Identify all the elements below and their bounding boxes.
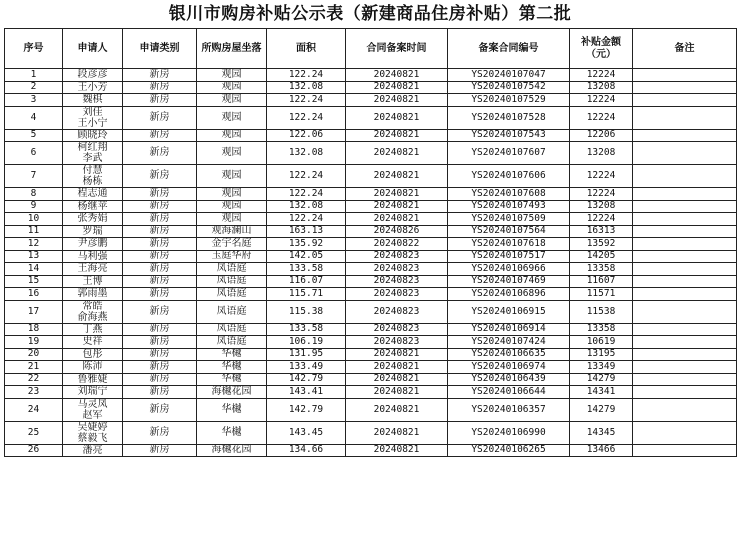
- table-row: [5, 142, 737, 165]
- cell-no: 20: [5, 348, 63, 361]
- cell-amount: 12224: [570, 188, 633, 201]
- table-row: [5, 165, 737, 188]
- cell-no: 22: [5, 373, 63, 386]
- cell-record-date: 20240821: [346, 69, 448, 82]
- cell-record-date: 20240821: [346, 386, 448, 399]
- cell-no: 7: [5, 165, 63, 188]
- header-amount: 补贴金额（元）: [570, 29, 633, 69]
- cell-note: [633, 129, 737, 142]
- table-row: [5, 188, 737, 201]
- cell-location: 观园: [197, 165, 267, 188]
- cell-category: 新房: [123, 444, 197, 457]
- cell-area: 115.71: [267, 288, 346, 301]
- cell-area: 115.38: [267, 300, 346, 323]
- cell-applicant: 马灵凤 赵军: [63, 398, 123, 421]
- cell-contract-no: YS20240106990: [448, 421, 570, 444]
- cell-record-date: 20240821: [346, 398, 448, 421]
- cell-record-date: 20240821: [346, 165, 448, 188]
- cell-amount: 12224: [570, 213, 633, 226]
- cell-contract-no: YS20240107517: [448, 250, 570, 263]
- table-header-row: [5, 29, 737, 69]
- cell-category: 新房: [123, 106, 197, 129]
- cell-note: [633, 250, 737, 263]
- cell-note: [633, 238, 737, 251]
- cell-note: [633, 188, 737, 201]
- cell-category: 新房: [123, 200, 197, 213]
- header-no: 序号: [5, 29, 63, 69]
- cell-amount: 14205: [570, 250, 633, 263]
- table-row: [5, 81, 737, 94]
- cell-location: 凤语庭: [197, 300, 267, 323]
- cell-record-date: 20240821: [346, 94, 448, 107]
- cell-record-date: 20240821: [346, 129, 448, 142]
- cell-contract-no: YS20240106974: [448, 361, 570, 374]
- cell-applicant: 鲁雅婕: [63, 373, 123, 386]
- cell-applicant: 史祥: [63, 336, 123, 349]
- table-row: [5, 398, 737, 421]
- cell-record-date: 20240823: [346, 300, 448, 323]
- table-row: [5, 200, 737, 213]
- cell-record-date: 20240823: [346, 250, 448, 263]
- cell-applicant: 顾晓玲: [63, 129, 123, 142]
- cell-note: [633, 398, 737, 421]
- cell-note: [633, 361, 737, 374]
- cell-record-date: 20240823: [346, 323, 448, 336]
- cell-amount: 13195: [570, 348, 633, 361]
- cell-note: [633, 69, 737, 82]
- cell-area: 122.24: [267, 94, 346, 107]
- cell-note: [633, 421, 737, 444]
- cell-location: 观园: [197, 200, 267, 213]
- cell-record-date: 20240821: [346, 200, 448, 213]
- cell-record-date: 20240821: [346, 106, 448, 129]
- cell-note: [633, 94, 737, 107]
- cell-category: 新房: [123, 238, 197, 251]
- cell-area: 122.24: [267, 165, 346, 188]
- cell-amount: 11538: [570, 300, 633, 323]
- cell-category: 新房: [123, 225, 197, 238]
- table-row: [5, 300, 737, 323]
- table-row: [5, 129, 737, 142]
- cell-category: 新房: [123, 81, 197, 94]
- cell-no: 18: [5, 323, 63, 336]
- cell-applicant: 段彦彦: [63, 69, 123, 82]
- cell-area: 132.08: [267, 200, 346, 213]
- cell-no: 19: [5, 336, 63, 349]
- table-row: [5, 373, 737, 386]
- cell-contract-no: YS20240107469: [448, 275, 570, 288]
- cell-record-date: 20240821: [346, 361, 448, 374]
- cell-category: 新房: [123, 386, 197, 399]
- cell-amount: 14345: [570, 421, 633, 444]
- cell-contract-no: YS20240107529: [448, 94, 570, 107]
- cell-record-date: 20240821: [346, 348, 448, 361]
- cell-contract-no: YS20240106439: [448, 373, 570, 386]
- header-area: 面积: [267, 29, 346, 69]
- cell-no: 25: [5, 421, 63, 444]
- cell-contract-no: YS20240106265: [448, 444, 570, 457]
- cell-area: 132.08: [267, 142, 346, 165]
- cell-no: 5: [5, 129, 63, 142]
- cell-amount: 12206: [570, 129, 633, 142]
- cell-category: 新房: [123, 373, 197, 386]
- cell-category: 新房: [123, 288, 197, 301]
- cell-note: [633, 336, 737, 349]
- cell-contract-no: YS20240107493: [448, 200, 570, 213]
- cell-area: 122.24: [267, 106, 346, 129]
- cell-area: 163.13: [267, 225, 346, 238]
- cell-no: 9: [5, 200, 63, 213]
- cell-contract-no: YS20240106644: [448, 386, 570, 399]
- table-row: [5, 250, 737, 263]
- cell-location: 观园: [197, 81, 267, 94]
- cell-area: 143.41: [267, 386, 346, 399]
- table-row: [5, 275, 737, 288]
- cell-record-date: 20240822: [346, 238, 448, 251]
- cell-note: [633, 263, 737, 276]
- header-applicant: 申请人: [63, 29, 123, 69]
- cell-note: [633, 373, 737, 386]
- cell-note: [633, 165, 737, 188]
- cell-amount: 10619: [570, 336, 633, 349]
- cell-contract-no: YS20240107607: [448, 142, 570, 165]
- cell-amount: 13592: [570, 238, 633, 251]
- cell-area: 142.79: [267, 373, 346, 386]
- table-row: [5, 213, 737, 226]
- cell-no: 14: [5, 263, 63, 276]
- cell-location: 凤语庭: [197, 336, 267, 349]
- header-record-date: 合同备案时间: [346, 29, 448, 69]
- cell-record-date: 20240821: [346, 142, 448, 165]
- cell-category: 新房: [123, 213, 197, 226]
- cell-no: 6: [5, 142, 63, 165]
- cell-record-date: 20240821: [346, 213, 448, 226]
- cell-applicant: 陈沛: [63, 361, 123, 374]
- cell-location: 华樾: [197, 361, 267, 374]
- cell-category: 新房: [123, 263, 197, 276]
- table-row: [5, 288, 737, 301]
- cell-area: 133.58: [267, 323, 346, 336]
- cell-category: 新房: [123, 421, 197, 444]
- cell-contract-no: YS20240106635: [448, 348, 570, 361]
- cell-contract-no: YS20240106914: [448, 323, 570, 336]
- cell-area: 122.24: [267, 188, 346, 201]
- cell-no: 13: [5, 250, 63, 263]
- cell-category: 新房: [123, 336, 197, 349]
- cell-amount: 12224: [570, 94, 633, 107]
- cell-location: 海樾花园: [197, 444, 267, 457]
- cell-record-date: 20240821: [346, 81, 448, 94]
- cell-contract-no: YS20240107543: [448, 129, 570, 142]
- cell-applicant: 王博: [63, 275, 123, 288]
- cell-category: 新房: [123, 300, 197, 323]
- cell-contract-no: YS20240107509: [448, 213, 570, 226]
- cell-contract-no: YS20240107564: [448, 225, 570, 238]
- subsidy-table: [4, 28, 737, 457]
- cell-amount: 14279: [570, 373, 633, 386]
- table-row: [5, 69, 737, 82]
- cell-applicant: 付慧 杨栋: [63, 165, 123, 188]
- table-row: [5, 106, 737, 129]
- cell-applicant: 刘佳 王小宁: [63, 106, 123, 129]
- cell-no: 17: [5, 300, 63, 323]
- cell-note: [633, 106, 737, 129]
- cell-record-date: 20240826: [346, 225, 448, 238]
- cell-category: 新房: [123, 142, 197, 165]
- cell-category: 新房: [123, 165, 197, 188]
- cell-area: 143.45: [267, 421, 346, 444]
- cell-record-date: 20240823: [346, 288, 448, 301]
- cell-note: [633, 288, 737, 301]
- cell-amount: 13208: [570, 142, 633, 165]
- cell-record-date: 20240821: [346, 188, 448, 201]
- cell-note: [633, 348, 737, 361]
- cell-applicant: 刘瑞宁: [63, 386, 123, 399]
- cell-area: 122.24: [267, 69, 346, 82]
- cell-no: 21: [5, 361, 63, 374]
- cell-note: [633, 444, 737, 457]
- cell-location: 凤语庭: [197, 288, 267, 301]
- cell-applicant: 丁燕: [63, 323, 123, 336]
- cell-contract-no: YS20240106357: [448, 398, 570, 421]
- cell-area: 133.58: [267, 263, 346, 276]
- cell-category: 新房: [123, 250, 197, 263]
- cell-amount: 12224: [570, 106, 633, 129]
- cell-no: 26: [5, 444, 63, 457]
- cell-amount: 13358: [570, 263, 633, 276]
- table-row: [5, 444, 737, 457]
- header-contract-no: 备案合同编号: [448, 29, 570, 69]
- cell-applicant: 张秀娟: [63, 213, 123, 226]
- cell-contract-no: YS20240107047: [448, 69, 570, 82]
- cell-applicant: 罗瑞: [63, 225, 123, 238]
- page-title: 银川市购房补贴公示表（新建商品住房补贴）第二批: [168, 4, 572, 24]
- cell-location: 观园: [197, 129, 267, 142]
- table-row: [5, 361, 737, 374]
- cell-amount: 13208: [570, 81, 633, 94]
- cell-amount: 12224: [570, 165, 633, 188]
- header-location: 所购房屋坐落: [197, 29, 267, 69]
- cell-note: [633, 200, 737, 213]
- cell-location: 观海澜山: [197, 225, 267, 238]
- cell-location: 玉庭华府: [197, 250, 267, 263]
- cell-applicant: 柯红翔 李武: [63, 142, 123, 165]
- cell-area: 116.07: [267, 275, 346, 288]
- cell-contract-no: YS20240107528: [448, 106, 570, 129]
- cell-area: 122.06: [267, 129, 346, 142]
- cell-record-date: 20240821: [346, 444, 448, 457]
- cell-location: 观园: [197, 94, 267, 107]
- cell-no: 2: [5, 81, 63, 94]
- cell-category: 新房: [123, 323, 197, 336]
- cell-area: 131.95: [267, 348, 346, 361]
- cell-amount: 16313: [570, 225, 633, 238]
- cell-category: 新房: [123, 348, 197, 361]
- cell-no: 10: [5, 213, 63, 226]
- cell-area: 122.24: [267, 213, 346, 226]
- cell-location: 凤语庭: [197, 275, 267, 288]
- cell-location: 华樾: [197, 421, 267, 444]
- cell-applicant: 杨继苹: [63, 200, 123, 213]
- cell-applicant: 魏棋: [63, 94, 123, 107]
- cell-location: 海樾花园: [197, 386, 267, 399]
- cell-area: 135.92: [267, 238, 346, 251]
- cell-applicant: 程志通: [63, 188, 123, 201]
- cell-area: 134.66: [267, 444, 346, 457]
- table-row: [5, 348, 737, 361]
- table-row: [5, 323, 737, 336]
- cell-location: 华樾: [197, 348, 267, 361]
- cell-location: 观园: [197, 106, 267, 129]
- cell-contract-no: YS20240107606: [448, 165, 570, 188]
- cell-record-date: 20240823: [346, 263, 448, 276]
- cell-amount: 13466: [570, 444, 633, 457]
- header-category: 申请类别: [123, 29, 197, 69]
- cell-record-date: 20240821: [346, 421, 448, 444]
- cell-applicant: 马利强: [63, 250, 123, 263]
- cell-contract-no: YS20240107608: [448, 188, 570, 201]
- cell-category: 新房: [123, 94, 197, 107]
- cell-contract-no: YS20240106896: [448, 288, 570, 301]
- cell-note: [633, 300, 737, 323]
- cell-amount: 11571: [570, 288, 633, 301]
- cell-no: 11: [5, 225, 63, 238]
- cell-applicant: 郭雨墨: [63, 288, 123, 301]
- cell-area: 142.05: [267, 250, 346, 263]
- cell-no: 15: [5, 275, 63, 288]
- cell-amount: 13208: [570, 200, 633, 213]
- cell-amount: 13358: [570, 323, 633, 336]
- cell-area: 142.79: [267, 398, 346, 421]
- cell-location: 观园: [197, 69, 267, 82]
- cell-area: 132.08: [267, 81, 346, 94]
- cell-contract-no: YS20240107618: [448, 238, 570, 251]
- cell-note: [633, 323, 737, 336]
- cell-no: 1: [5, 69, 63, 82]
- cell-location: 观园: [197, 188, 267, 201]
- table-row: [5, 263, 737, 276]
- cell-category: 新房: [123, 129, 197, 142]
- cell-no: 12: [5, 238, 63, 251]
- cell-amount: 12224: [570, 69, 633, 82]
- cell-area: 106.19: [267, 336, 346, 349]
- cell-applicant: 王海亮: [63, 263, 123, 276]
- cell-location: 华樾: [197, 373, 267, 386]
- table-row: [5, 386, 737, 399]
- cell-contract-no: YS20240106966: [448, 263, 570, 276]
- cell-location: 华樾: [197, 398, 267, 421]
- cell-category: 新房: [123, 69, 197, 82]
- cell-location: 观园: [197, 213, 267, 226]
- cell-category: 新房: [123, 275, 197, 288]
- cell-note: [633, 213, 737, 226]
- cell-location: 凤语庭: [197, 263, 267, 276]
- cell-note: [633, 275, 737, 288]
- cell-record-date: 20240821: [346, 373, 448, 386]
- cell-category: 新房: [123, 188, 197, 201]
- cell-record-date: 20240823: [346, 336, 448, 349]
- cell-amount: 14341: [570, 386, 633, 399]
- cell-category: 新房: [123, 361, 197, 374]
- cell-no: 23: [5, 386, 63, 399]
- cell-category: 新房: [123, 398, 197, 421]
- cell-applicant: 常皓 俞海燕: [63, 300, 123, 323]
- cell-amount: 13349: [570, 361, 633, 374]
- cell-applicant: 包彤: [63, 348, 123, 361]
- cell-applicant: 吴婕婷 蔡毅飞: [63, 421, 123, 444]
- cell-area: 133.49: [267, 361, 346, 374]
- cell-no: 8: [5, 188, 63, 201]
- cell-no: 3: [5, 94, 63, 107]
- cell-contract-no: YS20240107542: [448, 81, 570, 94]
- table-row: [5, 336, 737, 349]
- cell-note: [633, 386, 737, 399]
- header-note: 备注: [633, 29, 737, 69]
- cell-no: 4: [5, 106, 63, 129]
- cell-applicant: 尹彦鹏: [63, 238, 123, 251]
- cell-location: 金宇名庭: [197, 238, 267, 251]
- table-row: [5, 94, 737, 107]
- cell-record-date: 20240823: [346, 275, 448, 288]
- cell-note: [633, 142, 737, 165]
- cell-contract-no: YS20240107424: [448, 336, 570, 349]
- cell-no: 24: [5, 398, 63, 421]
- cell-no: 16: [5, 288, 63, 301]
- table-row: [5, 225, 737, 238]
- cell-amount: 14279: [570, 398, 633, 421]
- cell-applicant: 王小芳: [63, 81, 123, 94]
- table-row: [5, 238, 737, 251]
- cell-note: [633, 81, 737, 94]
- cell-location: 凤语庭: [197, 323, 267, 336]
- cell-applicant: 潘亮: [63, 444, 123, 457]
- cell-note: [633, 225, 737, 238]
- cell-contract-no: YS20240106915: [448, 300, 570, 323]
- table-row: [5, 421, 737, 444]
- cell-location: 观园: [197, 142, 267, 165]
- cell-amount: 11607: [570, 275, 633, 288]
- table-body: [5, 69, 737, 457]
